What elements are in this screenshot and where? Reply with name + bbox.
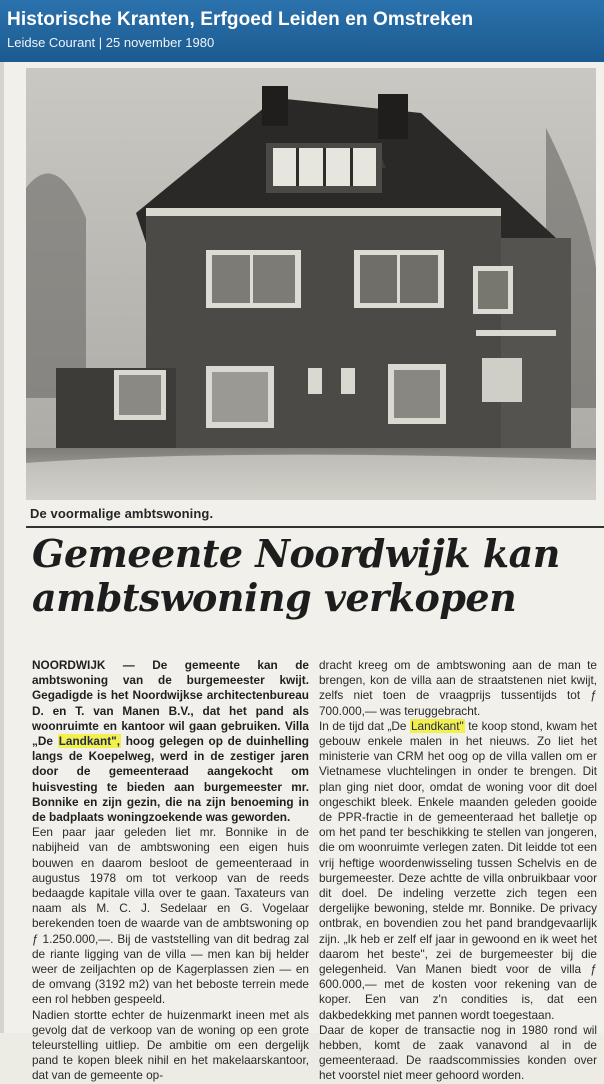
- site-header: [0, 0, 604, 62]
- body-paragraph: Een paar jaar geleden liet mr. Bonnike in de nabijheid van de ambtswoning een eigen huis bouwen en daarom besloot de gemeenteraad in augustus 1978 om tot verkoop van de reeds bedaagde kapitale villa over te gaan. Taxateurs van naam als M. C. J. Sedelaar en G. Vogelaar berekenden toen de waarde van de ambtswoning op ƒ 1.250.000,—. Bij de vaststelling van dit bedrag zal de riante ligging van de villa — men kan bij helder weer de zeiljachten op de Kagerplassen zien — en de omvang (3192 m2) van het beboste terrein mede een rol hebben gespeeld.: [32, 825, 309, 1007]
- body-text-a: In de tijd dat „De: [319, 718, 410, 733]
- headline-line-1: Gemeente Noordwijk kan: [32, 531, 560, 576]
- search-highlight[interactable]: Landkant": [410, 718, 464, 733]
- body-paragraph: Daar de koper de transactie nog in 1980 rond wil hebben, komt de zaak vanavond al in de gemeenteraad. De raadscommissies konden over het voorstel niet meer gehoord worden.: [319, 1022, 597, 1083]
- search-highlight[interactable]: Landkant",: [58, 734, 120, 749]
- headline-line-2: ambtswoning verkopen: [32, 575, 517, 620]
- article-headline: [32, 532, 602, 620]
- dateline: NOORDWIJK: [32, 658, 106, 672]
- house-photo: [26, 68, 596, 500]
- body-paragraph: [319, 719, 597, 1023]
- newspaper-date: Leidse Courant | 25 november 1980: [7, 35, 215, 50]
- body-text-b: te koop stond, kwam het gebouw enkele malen in het nieuws. Zo liet het ministerie van CRM het oog op de villa vallen om er Vietnamese vluchtelingen in onder te brengen. Dit plan ging niet door, omdat de woning voor dit doel ongeschikt bleek. Enkele maanden geleden gooide de PPR-fractie in de gemeenteraad het balletje op om het pand ter beschikking te stellen van jongeren, die om woonruimte verlegen zaten. Dit leidde tot een vrij heftige woordenwisseling tussen Schelvis en de burgemeester. Deze achtte de villa onbruikbaar voor dit doel. De indeling verzette zich tegen een dergelijke bewoning, stelde mr. Bonnike. De privacy ontbrak, en bovendien zou het pand brandgevaarlijk zijn. „Ik heb er zelf elf jaar in gewoond en ik weet het daarom het beste", zei de burgemeester bij die gelegenheid. Van Manen biedt voor de villa ƒ 600.000,— met de kosten voor rekening van de koper. Een van z'n condities is, dat een dakbedekking met pannen wordt toegestaan.: [319, 718, 597, 1022]
- body-paragraph: dracht kreeg om de ambtswoning aan de man te brengen, kon de villa aan de straatstenen niet kwijt, zelfs niet toen de vraagprijs tussentijds tot ƒ 700.000,— was teruggebracht.: [319, 658, 597, 718]
- divider: [26, 526, 604, 528]
- lead-text-a: — De gemeente kan de ambtswoning van de burgemeester kwijt. Gegadigde is het Noordwijkse architectenbureau D. en T. van Manen B.V., dat het pand als woonruimte en kantoor wil gaan gebruiken. Villa „De: [32, 658, 309, 749]
- lead-text-b: hoog gelegen op de duinhelling langs de Koepelweg, werd in de zestiger jaren door de gemeenteraad aangekocht om huisvesting te bieden aan burgemeester mr. Bonnike en zijn gezin, die na zijn benoeming in de badplaats woningzoekende was geworden.: [32, 734, 309, 825]
- newspaper-clipping[interactable]: [0, 62, 604, 1083]
- lead-paragraph: [32, 658, 309, 825]
- photo-caption: De voormalige ambtswoning.: [30, 506, 214, 521]
- site-title[interactable]: Historische Kranten, Erfgoed Leiden en Omstreken: [7, 9, 474, 30]
- article-column-left: [32, 658, 309, 1084]
- body-paragraph: Nadien stortte echter de huizenmarkt ineen met als gevolg dat de verkoop van de woning op een grote teleurstelling uitliep. De ambitie om een dergelijk pand te kopen bleek nihil en het makelaarskantoor, dat van de gemeente op-: [32, 1007, 309, 1083]
- article-column-right: [319, 658, 597, 1084]
